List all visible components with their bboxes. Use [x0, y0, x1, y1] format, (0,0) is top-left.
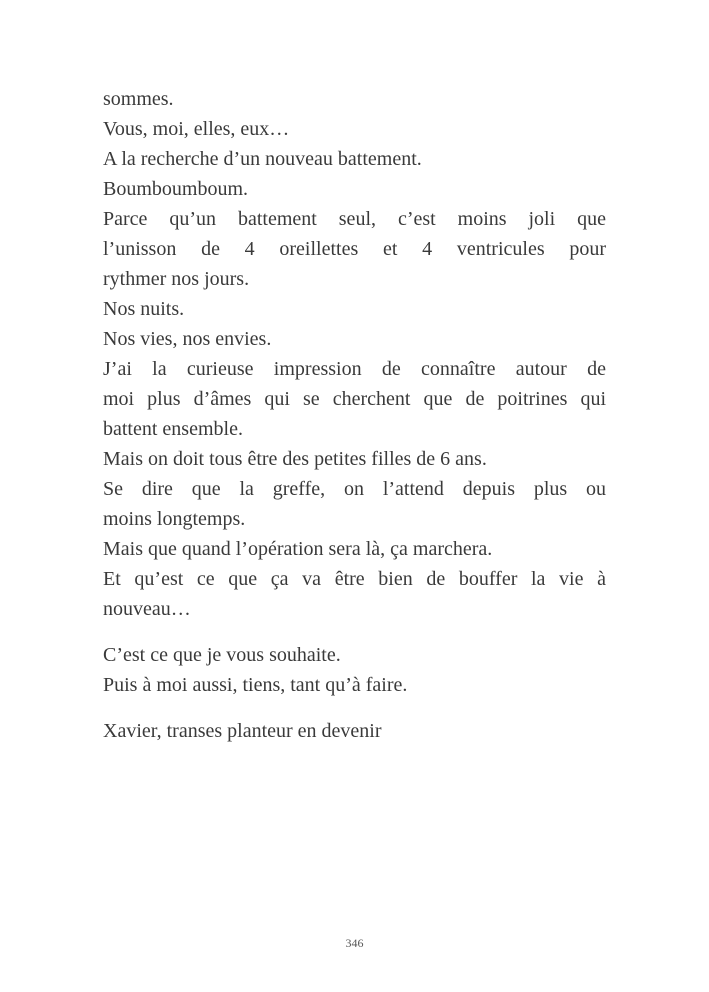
text-line: Mais que quand l’opération sera là, ça marchera. [103, 538, 493, 560]
text-line: C’est ce que je vous souhaite. [103, 644, 341, 666]
paragraph [103, 640, 606, 670]
paragraph [103, 324, 606, 354]
text-line: Nos nuits. [103, 298, 185, 320]
text-line: Nos vies, nos envies. [103, 328, 272, 350]
text-line: Vous, moi, elles, eux… [103, 118, 290, 140]
paragraph [103, 716, 606, 746]
paragraph [103, 474, 606, 534]
text-line: nouveau… [103, 598, 191, 620]
text-line: Parce qu’un battement seul, c’est moins joli que [103, 208, 606, 230]
page-text [103, 84, 606, 746]
text-line: Xavier, transes planteur en devenir [103, 720, 382, 742]
text-line: Et qu’est ce que ça va être bien de bouffer la vie à [103, 568, 606, 590]
paragraph [103, 294, 606, 324]
text-line: Se dire que la greffe, on l’attend depuis plus ou [103, 478, 606, 500]
paragraph [103, 564, 606, 624]
paragraph [103, 144, 606, 174]
paragraph [103, 670, 606, 700]
paragraph [103, 444, 606, 474]
paragraph [103, 174, 606, 204]
text-line: battent ensemble. [103, 418, 243, 440]
text-line: l’unisson de 4 oreillettes et 4 ventricules pour [103, 238, 606, 260]
text-line: A la recherche d’un nouveau battement. [103, 148, 422, 170]
page-number: 346 [345, 936, 364, 950]
paragraph [103, 354, 606, 444]
text-line: Boumboumboum. [103, 178, 249, 200]
text-line: sommes. [103, 88, 174, 110]
paragraph [103, 534, 606, 564]
text-line: moi plus d’âmes qui se cherchent que de poitrines qui [103, 388, 606, 410]
paragraph [103, 114, 606, 144]
text-line: J’ai la curieuse impression de connaître autour de [103, 358, 606, 380]
text-line: rythmer nos jours. [103, 268, 250, 290]
paragraph [103, 204, 606, 294]
text-line: Puis à moi aussi, tiens, tant qu’à faire. [103, 674, 408, 696]
paragraph [103, 84, 606, 114]
text-line: moins longtemps. [103, 508, 246, 530]
text-line: Mais on doit tous être des petites filles de 6 ans. [103, 448, 487, 470]
